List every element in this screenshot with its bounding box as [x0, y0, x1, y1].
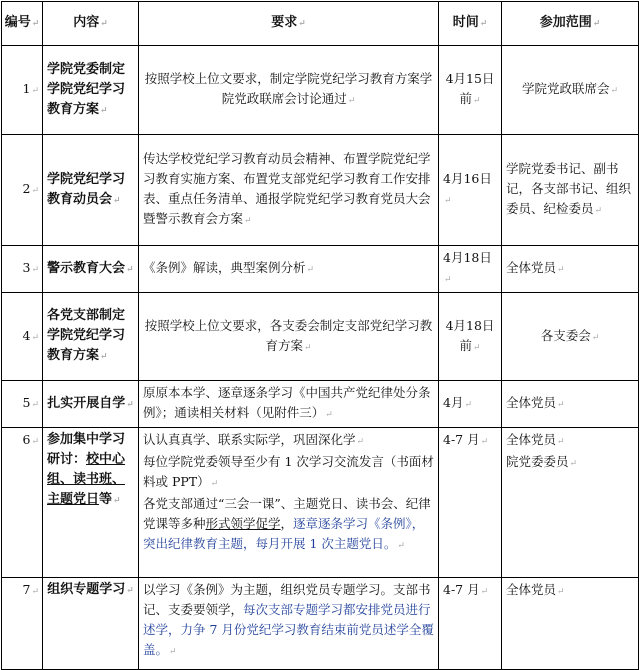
- table-row: [2, 46, 639, 135]
- row-scope: [502, 428, 639, 578]
- row-number: 1↵: [2, 46, 43, 135]
- header-scope: 参加范围↵: [502, 2, 639, 46]
- row-scope: 学院党委书记、副书记，各支部书记、组织委员、纪检委员↵: [502, 135, 639, 246]
- scope-line: 院党委委员↵: [506, 454, 578, 469]
- row-time: 4月↵: [439, 381, 502, 428]
- row-requirement: 按照学校上位文要求，各支委会制定支部党纪学习教育方案↵: [139, 293, 439, 381]
- header-row: [2, 2, 639, 46]
- table-row: [2, 135, 639, 246]
- plan-table: [1, 1, 639, 670]
- row-content: 学院党委制定学院党纪学习教育方案↵: [43, 46, 139, 135]
- row-time: 4月18日↵: [439, 246, 502, 293]
- row-content: 参加集中学习研讨：校中心组、读书班、主题党日等↵: [43, 428, 139, 578]
- table-row: [2, 293, 639, 381]
- header-no: 编号↵: [2, 2, 43, 46]
- row-scope: 各支委会↵: [502, 293, 639, 381]
- header-content: 内容↵: [43, 2, 139, 46]
- row-scope: 全体党员↵: [502, 381, 639, 428]
- row-requirement: 《条例》解读，典型案例分析↵: [139, 246, 439, 293]
- row-time: 4-7 月↵: [439, 578, 502, 670]
- header-requirement: 要求↵: [139, 2, 439, 46]
- row-content: 各党支部制定学院党纪学习教育方案↵: [43, 293, 139, 381]
- row-number: 6↵: [2, 428, 43, 578]
- row-requirement: 传达学校党纪学习教育动员会精神、布置学院党纪学习教育实施方案、布置党支部党纪学习教育工作安排表、重点任务清单、通报学院党纪学习教育党员大会暨警示教育会方案↵: [139, 135, 439, 246]
- row-time: 4月15日前↵: [439, 46, 502, 135]
- table-row: [2, 246, 639, 293]
- row-requirement: 以学习《条例》为主题，组织党员专题学习。支部书记、支委要领学，每次支部专题学习都安排党员进行述学，力争 7 月份党纪学习教育结束前党员述学全覆盖。↵: [139, 578, 439, 670]
- row-content: 学院党纪学习教育动员会↵: [43, 135, 139, 246]
- row-content: 组织专题学习↵: [43, 578, 139, 670]
- row-requirement: [139, 428, 439, 578]
- row-number: 2↵: [2, 135, 43, 246]
- table-row: [2, 428, 639, 578]
- row-scope: 学院党政联席会↵: [502, 46, 639, 135]
- row-requirement: 按照学校上位文要求，制定学院党纪学习教育方案学院党政联席会讨论通过↵: [139, 46, 439, 135]
- row-number: 4↵: [2, 293, 43, 381]
- row-number: 3↵: [2, 246, 43, 293]
- row-scope: 全体党员↵: [502, 246, 639, 293]
- table-row: [2, 381, 639, 428]
- req-line: 每位学院党委领导至少有 1 次学习交流发言（书面材料或 PPT）↵: [143, 454, 434, 489]
- table-row: [2, 578, 639, 670]
- row-time: 4月18日前↵: [439, 293, 502, 381]
- header-time: 时间↵: [439, 2, 502, 46]
- row-requirement: 原原本本学、逐章逐条学习《中国共产党纪律处分条例》；通读相关材料（见附件三）↵: [139, 381, 439, 428]
- row-scope: 全体党员↵: [502, 578, 639, 670]
- req-line: 各党支部通过“三会一课”、主题党日、读书会、纪律党课等多种形式领学促学，逐章逐条学习《条例》，突出纪律教育主题，每月开展 1 次主题党日。↵: [143, 496, 431, 551]
- row-time: 4-7 月↵: [439, 428, 502, 578]
- row-number: 7↵: [2, 578, 43, 670]
- row-number: 5↵: [2, 381, 43, 428]
- row-time: 4月16日↵: [439, 135, 502, 246]
- req-line: 认认真真学、联系实际学，巩固深化学↵: [143, 432, 365, 447]
- scope-line: 全体党员↵: [506, 432, 565, 447]
- row-content: 警示教育大会↵: [43, 246, 139, 293]
- row-content: 扎实开展自学↵: [43, 381, 139, 428]
